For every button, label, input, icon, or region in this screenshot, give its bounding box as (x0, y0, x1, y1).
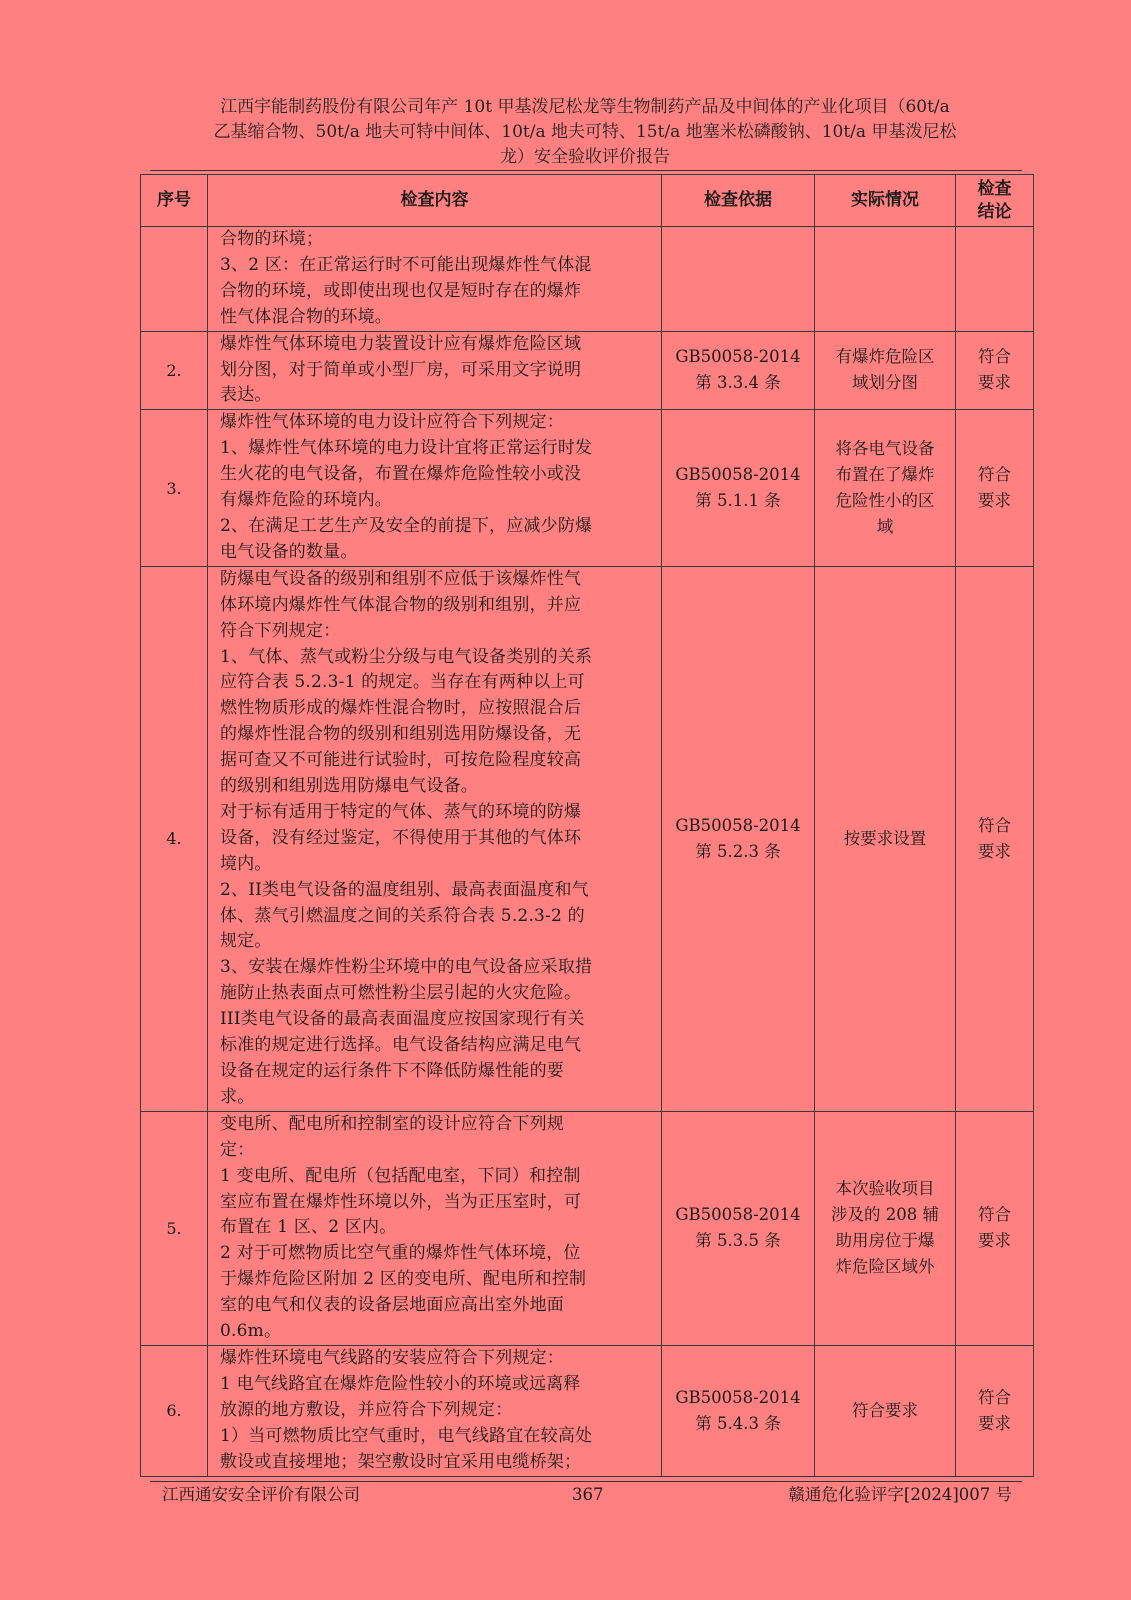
row-result: 符合 要求 (956, 331, 1034, 410)
table-header-row (141, 175, 1034, 227)
row-result: 符合 要求 (956, 566, 1034, 1111)
row-number (141, 227, 208, 332)
row-result: 符合 要求 (956, 1345, 1034, 1476)
row-content: 爆炸性气体环境电力装置设计应有爆炸危险区域 划分图，对于简单或小型厂房，可采用文字说明 表达。 (208, 331, 662, 410)
row-actual (815, 227, 956, 332)
table-row (141, 331, 1034, 410)
row-actual: 按要求设置 (815, 566, 956, 1111)
row-content: 变电所、配电所和控制室的设计应符合下列规 定： 1 变电所、配电所（包括配电室，下同）和控制 室应布置在爆炸性环境以外，当为正压室时，可 布置在 1 区、2 区内。 2 对于可燃物质比空气重的爆炸性气体环境，位 于爆炸危险区附加 2 区的变电所、配电所和控制 室的电气和仪表的设备层地面应高出室外地面 0.6m。 (208, 1111, 662, 1345)
table-row (141, 410, 1034, 566)
footer-page-number: 367 (572, 1485, 604, 1504)
table-row (141, 566, 1034, 1111)
row-content: 防爆电气设备的级别和组别不应低于该爆炸性气 体环境内爆炸性气体混合物的级别和组别，并应 符合下列规定： 1、气体、蒸气或粉尘分级与电气设备类别的关系 应符合表 5.2.3-1 的规定。当存在有两种以上可 燃性物质形成的爆炸性混合物时，应按照混合后 的爆炸性混合物的级别和组别选用防爆设备，无 据可查又不可能进行试验时，可按危险程度较高 的级别和组别选用防爆电气设备。 对于标有适用于特定的气体、蒸气的环境的防爆 设备，没有经过鉴定，不得使用于其他的气体环 境内。 2、II类电气设备的温度组别、最高表面温度和气 体、蒸气引燃温度之间的关系符合表 5.2.3-2 的 规定。 3、安装在爆炸性粉尘环境中的电气设备应采取措 施防止热表面点可燃性粉尘层引起的火灾危险。 III类电气设备的最高表面温度应按国家现行有关 标准的规定进行选择。电气设备结构应满足电气 设备在规定的运行条件下不降低防爆性能的要 求。 (208, 566, 662, 1111)
footer-company: 江西通安安全评价有限公司 (162, 1485, 360, 1504)
row-basis: GB50058-2014 第 5.3.5 条 (662, 1111, 815, 1345)
row-actual: 本次验收项目 涉及的 208 辅 助用房位于爆 炸危险区域外 (815, 1111, 956, 1345)
row-number: 4. (141, 566, 208, 1111)
row-content: 爆炸性环境电气线路的安装应符合下列规定： 1 电气线路宜在爆炸危险性较小的环境或远离释 放源的地方敷设，并应符合下列规定： 1）当可燃物质比空气重时，电气线路宜在较高处 敷设或直接埋地；架空敷设时宜采用电缆桥架； (208, 1345, 662, 1476)
column-header-actual: 实际情况 (815, 175, 956, 227)
column-header-content: 检查内容 (208, 175, 662, 227)
row-basis: GB50058-2014 第 5.1.1 条 (662, 410, 815, 566)
row-number: 5. (141, 1111, 208, 1345)
column-header-basis: 检查依据 (662, 175, 815, 227)
inspection-table (140, 174, 1034, 1477)
row-basis (662, 227, 815, 332)
row-result: 符合 要求 (956, 410, 1034, 566)
page-header-title: 江西宇能制药股份有限公司年产 10t 甲基泼尼松龙等生物制药产品及中间体的产业化项目（60t/a 乙基缩合物、50t/a 地夫可特中间体、10t/a 地夫可特、15t/a 地塞米松磷酸钠、10t/a 甲基泼尼松 龙）安全验收评价报告 (213, 97, 957, 167)
row-actual: 将各电气设备 布置在了爆炸 危险性小的区 域 (815, 410, 956, 566)
row-number: 3. (141, 410, 208, 566)
row-basis: GB50058-2014 第 3.3.4 条 (662, 331, 815, 410)
row-actual: 符合要求 (815, 1345, 956, 1476)
row-number: 6. (141, 1345, 208, 1476)
row-content: 合物的环境； 3、2 区：在正常运行时不可能出现爆炸性气体混 合物的环境，或即使出现也仅是短时存在的爆炸 性气体混合物的环境。 (208, 227, 662, 332)
row-result (956, 227, 1034, 332)
row-basis: GB50058-2014 第 5.2.3 条 (662, 566, 815, 1111)
row-number: 2. (141, 331, 208, 410)
header-divider (150, 170, 1022, 171)
column-header-result: 检查 结论 (956, 175, 1034, 227)
table-row (141, 227, 1034, 332)
table-row (141, 1111, 1034, 1345)
row-result: 符合 要求 (956, 1111, 1034, 1345)
table-row (141, 1345, 1034, 1476)
footer-doc-number: 赣通危化验评字[2024]007 号 (788, 1485, 1012, 1504)
row-content: 爆炸性气体环境的电力设计应符合下列规定： 1、爆炸性气体环境的电力设计宜将正常运行时发 生火花的电气设备，布置在爆炸危险性较小或没 有爆炸危险的环境内。 2、在满足工艺生产及安全的前提下，应减少防爆 电气设备的数量。 (208, 410, 662, 566)
footer-divider (150, 1481, 1022, 1482)
row-basis: GB50058-2014 第 5.4.3 条 (662, 1345, 815, 1476)
column-header-no: 序号 (141, 175, 208, 227)
row-actual: 有爆炸危险区 域划分图 (815, 331, 956, 410)
